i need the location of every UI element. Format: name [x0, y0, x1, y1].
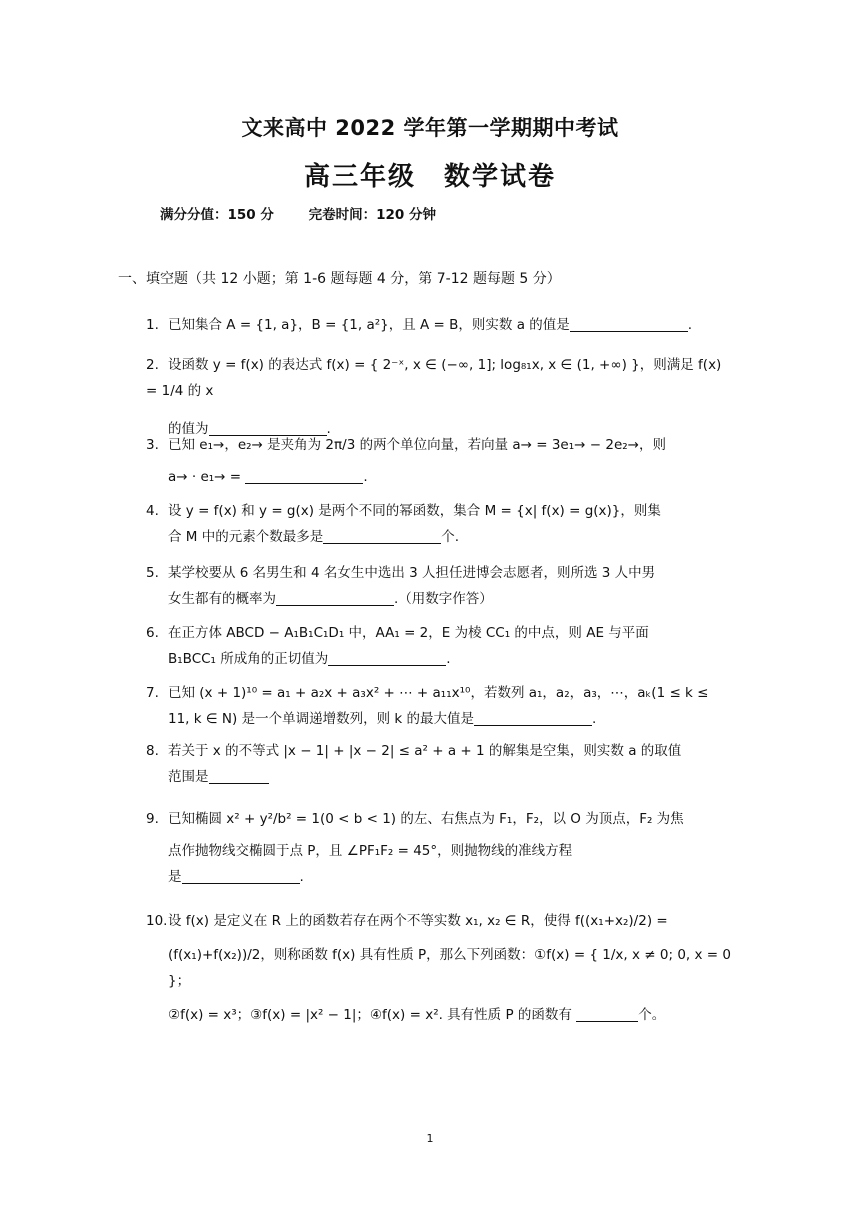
question-text: 某学校要从 6 名男生和 4 名女生中选出 3 人担任进博会志愿者，则所选 3 人中男: [168, 565, 656, 581]
answer-blank[interactable]: [328, 649, 446, 666]
section-title: 一、填空题（共 12 小题；第 1-6 题每题 4 分，第 7-12 题每题 5 分）: [118, 271, 561, 287]
question-3: 3. 已知 e₁→，e₂→ 是夹角为 2π/3 的两个单位向量，若向量 a→ = 3e₁→ − 2e₂→，则 a→ · e₁→ = .: [146, 437, 666, 485]
answer-blank[interactable]: [474, 709, 592, 726]
question-text: 已知 e₁→，e₂→ 是夹角为 2π/3 的两个单位向量，若向量 a→ = 3e₁→ − 2e₂→，则: [168, 437, 666, 453]
question-text: 在正方体 ABCD − A₁B₁C₁D₁ 中，AA₁ = 2，E 为棱 CC₁ 的中点，则 AE 与平面: [168, 625, 649, 641]
question-8: 8. 若关于 x 的不等式 |x − 1| + |x − 2| ≤ a² + a + 1 的解集是空集，则实数 a 的取值 范围是: [146, 743, 682, 785]
exam-meta: [160, 203, 436, 223]
question-text: 设函数 y = f(x) 的表达式 f(x) = { 2⁻ˣ, x ∈ (−∞, 1]; log₈₁x, x ∈ (1, +∞) }，则满足 f(x) = 1/4 的 x: [146, 357, 722, 399]
answer-blank[interactable]: [570, 315, 688, 332]
paper-title: 高三年级 数学试卷: [303, 162, 556, 192]
question-6: 6. 在正方体 ABCD − A₁B₁C₁D₁ 中，AA₁ = 2，E 为棱 CC₁ 的中点，则 AE 与平面 B₁BCC₁ 所成角的正切值为 .: [146, 625, 649, 667]
answer-blank[interactable]: [209, 767, 269, 784]
question-text: 设 y = f(x) 和 y = g(x) 是两个不同的幂函数，集合 M = {x| f(x) = g(x)}，则集: [168, 503, 661, 519]
answer-blank[interactable]: [323, 527, 441, 544]
duration: 完卷时间：120 分钟: [308, 207, 436, 223]
answer-blank[interactable]: [276, 589, 394, 606]
question-5: 5. 某学校要从 6 名男生和 4 名女生中选出 3 人担任进博会志愿者，则所选 3 人中男 女生都有的概率为 .（用数字作答）: [146, 565, 656, 607]
question-text: 已知椭圆 x² + y²/b² = 1(0 < b < 1) 的左、右焦点为 F₁，F₂，以 O 为顶点，F₂ 为焦: [168, 811, 684, 827]
answer-blank[interactable]: [245, 467, 363, 484]
full-score: 满分分值：150 分: [160, 207, 274, 223]
question-text: 设 f(x) 是定义在 R 上的函数若存在两个不等实数 x₁, x₂ ∈ R，使得 f((x₁+x₂)/2) =: [168, 913, 668, 929]
answer-blank[interactable]: [182, 867, 300, 884]
question-9: 9. 已知椭圆 x² + y²/b² = 1(0 < b < 1) 的左、右焦点为 F₁，F₂，以 O 为顶点，F₂ 为焦 点作抛物线交椭圆于点 P，且 ∠PF₁F₂ = 45°，则抛物线的准线方程 是 .: [146, 811, 684, 885]
page-number: 1: [426, 1132, 434, 1145]
question-10: 10.设 f(x) 是定义在 R 上的函数若存在两个不等实数 x₁, x₂ ∈ R，使得 f((x₁+x₂)/2) = (f(x₁)+f(x₂))/2，则称函数 f(x) 具有性质 P，那么下列函数：①f(x) = { 1/x, x ≠ 0; 0, x = 0 }； ②f(x) = x³；③f(x) = |x² − 1|；④f(x) = x². 具有性质 P 的函数有 个。: [146, 913, 731, 1023]
question-2: 2. 设函数 y = f(x) 的表达式 f(x) = { 2⁻ˣ, x ∈ (−∞, 1]; log₈₁x, x ∈ (1, +∞) }，则满足 f(x) = 1/4 的 x 的值为 .: [146, 357, 722, 437]
question-text: 若关于 x 的不等式 |x − 1| + |x − 2| ≤ a² + a + 1 的解集是空集，则实数 a 的取值: [168, 743, 682, 759]
question-7: 7. 已知 (x + 1)¹⁰ = a₁ + a₂x + a₃x² + ⋯ + a₁₁x¹⁰，若数列 a₁，a₂，a₃，⋯，aₖ(1 ≤ k ≤ 11, k ∈ N) 是一个单调递增数列，则 k 的最大值是 .: [146, 685, 709, 727]
school-title: 文来高中 2022 学年第一学期期中考试: [241, 116, 619, 140]
answer-blank[interactable]: [576, 1005, 638, 1022]
question-4: 4. 设 y = f(x) 和 y = g(x) 是两个不同的幂函数，集合 M = {x| f(x) = g(x)}，则集 合 M 中的元素个数最多是 个.: [146, 503, 661, 545]
question-1: 1. 已知集合 A = {1, a}，B = {1, a²}，且 A = B，则实数 a 的值是 .: [146, 317, 693, 333]
question-text: 已知集合 A = {1, a}，B = {1, a²}，且 A = B，则实数 a 的值是: [168, 317, 570, 333]
question-text: 已知 (x + 1)¹⁰ = a₁ + a₂x + a₃x² + ⋯ + a₁₁x¹⁰，若数列 a₁，a₂，a₃，⋯，aₖ(1 ≤ k ≤: [168, 685, 709, 701]
